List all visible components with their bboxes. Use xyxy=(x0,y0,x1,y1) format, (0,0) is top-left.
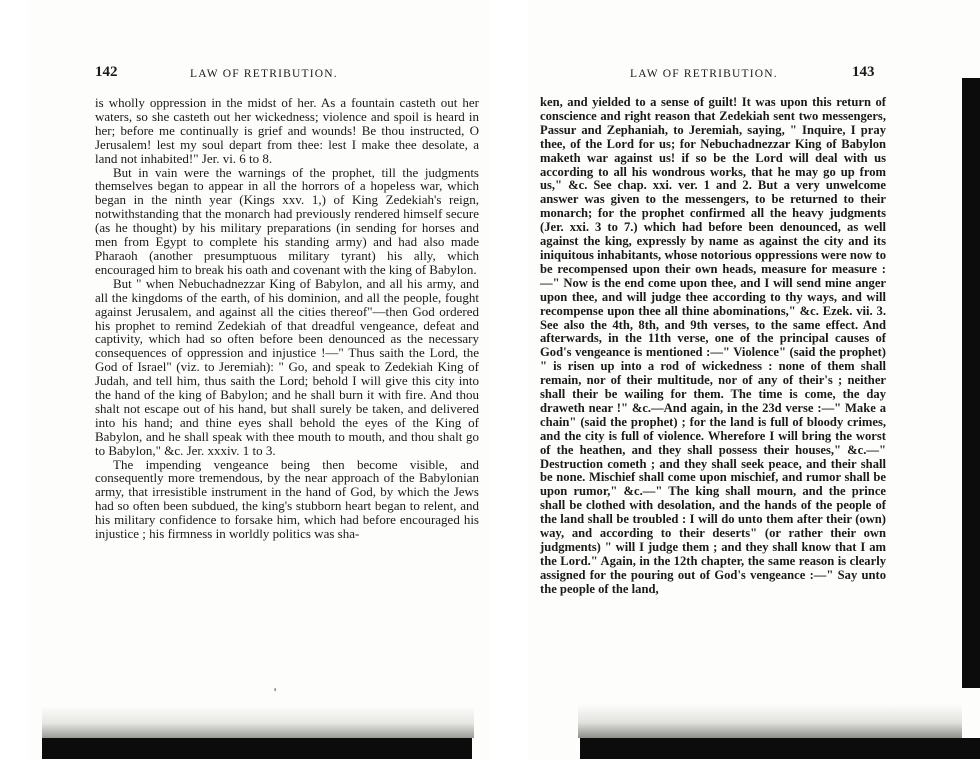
right-edge-shadow xyxy=(962,78,980,688)
book-gutter xyxy=(490,0,528,759)
left-paragraph-1: is wholly oppression in the midst of her. As a fountain casteth out her waters, so she casteth out her wickedness; violence and spoil is heard in her; before me continually is grief and wounds! Be thou instructed, O Jerusalem! lest my soul depart from thee: lest I make thee desolate, a land not inhabited!" Jer. vi. 6 to 8. xyxy=(95,95,479,166)
right-paragraph-1: ken, and yielded to a sense of guilt! It was upon this return of conscience and right reason that Zedekiah sent two messengers, Passur and Zephaniah, to Jeremiah, saying, " Inquire, I pray thee, of the Lord for us; for Nebuchadnezzar King of Babylon maketh war against us! if so be the Lord will deal with us according to all his wondrous works, that he may go up from us," &c. See chap. xxi. ver. 1 and 2. But a very unwelcome answer was given to the messengers, to be returned to their monarch; for the prophet confirmed all the heavy judgments (Jer. xxi. 3 to 7.) which had before been denounced, as well against the king, expressly by name as against the city and its iniquitous inhabitants, whose notorious oppressions were now to be recompensed upon their own heads, measure for measure :—" Now is the end come upon thee, and I will send mine anger upon thee, and will judge thee according to thy ways, and will recompense upon thee all thine abominations," &c. Ezek. vii. 3. See also the 4th, 8th, and 9th verses, to the same effect. And afterwards, in the 11th verse, one of the principal causes of God's vengeance is mentioned :—" Violence" (said the prophet) " is risen up into a rod of wickedness : none of them shall remain, nor of their multitude, nor of any of their's ; neither shall their be wailing for them. The time is come, the day draweth near !" &c.—And again, in the 23d verse :—" Make a chain" (said the prophet) ; for the land is full of bloody crimes, and the city is full of violence. Wherefore I will bring the worst of the heathen, and they shall possess their houses," &c.—" Destruction cometh ; and they shall seek peace, and their shall be none. Mischief shall come upon mischief, and rumor shall be upon rumor," &c.—" The king shall mourn, and the prince shall be clothed with desolation, and the hands of the people of the land shall be troubled : I will do unto them after their (own) way, and according to their deserts" (or rather their own judgments) " will I judge them ; and they shall know that I am the Lord." Again, in the 12th chapter, the same reason is clearly assigned for the pouring out of God's vengeance :—" Say unto the people of the land, xyxy=(540,95,886,596)
left-running-head: LAW OF RETRIBUTION. xyxy=(190,68,338,80)
right-page-number: 143 xyxy=(852,64,875,80)
right-header xyxy=(630,66,880,84)
left-page-number: 142 xyxy=(95,64,118,80)
left-paragraph-3: But " when Nebuchadnezzar King of Babylon, and all his army, and all the kingdoms of the earth, of his dominion, and all the people, fought against Jerusalem, and against all the cities thereof"—then God ordered his prophet to remind Zedekiah of that dreadful vengeance, defeat and captivity, which had so often before been denounced as the necessary consequences of oppression and injustice !—" Thus saith the Lord, the God of Israel" (viz. to Jeremiah): " Go, and speak to Zedekiah King of Judah, and tell him, thus saith the Lord; behold I will give this city into the hand of the king of Babylon; and he shall burn it with fire. And thou shalt not escape out of his hand, but shall surely be taken, and delivered into his hand; and thine eyes shall behold the eyes of the King of Babylon, and he shall speak with thee mouth to mouth, and thou shalt go to Babylon," &c. Jer. xxxiv. 1 to 3. xyxy=(95,275,479,458)
left-text-column xyxy=(95,96,479,541)
left-paragraph-2: But in vain were the warnings of the prophet, till the judgments themselves began to appear in all the horrors of a hopeless war, which began in the ninth year (Kings xxv. 1,) of King Zedekiah's reign, notwithstanding that the monarch had previously rendered himself secure (as he thought) by his military preparations (in sending for horses and men from Egypt to complete his standing army) and had also made Pharaoh (another presumptuous military tyrant) his ally, which encouraged him to break his oath and covenant with the king of Babylon. xyxy=(95,164,479,277)
left-page-bottom-curl xyxy=(42,705,474,738)
right-bottom-shadow xyxy=(580,738,980,759)
stray-ink-mark: ' xyxy=(274,685,277,699)
left-paragraph-4: The impending vengeance being then become visible, and consequently more tremendous, by the near approach of the Babylonian army, that irresistible instrument in the hand of God, by which the Jews had so often been subdued, the king's stubborn heart began to relent, and his military confidence to forsake him, which had before encouraged his injustice ; his firmness in worldly politics was sha- xyxy=(95,456,479,542)
right-text-column xyxy=(540,96,886,597)
right-running-head: LAW OF RETRIBUTION. xyxy=(630,68,778,80)
left-header xyxy=(95,66,475,84)
left-bottom-shadow xyxy=(42,738,472,759)
right-page-bottom-curl xyxy=(578,703,962,738)
